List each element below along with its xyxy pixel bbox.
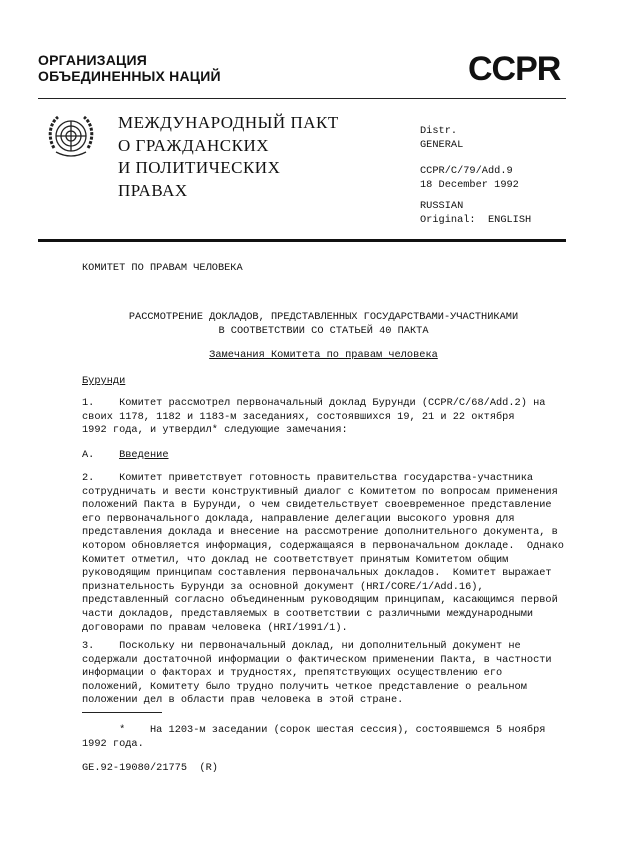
text-line: договорами по правам человека (HRI/1991/1). xyxy=(82,621,348,634)
heading-line: В СООТВЕТСТВИИ СО СТАТЬЕЙ 40 ПАКТА xyxy=(218,324,429,337)
section-title: Введение xyxy=(119,449,169,461)
section-a-heading xyxy=(82,449,169,463)
committee-name: КОМИТЕТ ПО ПРАВАМ ЧЕЛОВЕКА xyxy=(82,262,243,274)
title-line: О ГРАЖДАНСКИХ xyxy=(118,135,270,155)
document-number: GE.92-19080/21775 (R) xyxy=(82,762,218,774)
text-line: На 1203-м заседании (сорок шестая сессия), состоявшемся 5 ноября xyxy=(149,724,546,736)
text-line: части докладов, представляемых в соответствии с различными международными xyxy=(82,607,534,620)
text-line: руководящим принципам составления первоначальных докладов. Комитет выражает xyxy=(82,567,552,580)
text-line: 1. Комитет рассмотрел первоначальный доклад Бурунди (CCPR/C/68/Add.2) на xyxy=(82,397,546,409)
title-line: И ПОЛИТИЧЕСКИХ xyxy=(118,158,281,177)
text-line: положении дел в области прав человека в этой стране. xyxy=(82,694,404,707)
ccpr-logo: CCPR xyxy=(468,50,561,88)
text-line: 3. Поскольку ни первоначальный доклад, ни дополнительный документ не xyxy=(82,640,521,652)
distribution-block xyxy=(420,125,463,152)
country-heading: Бурунди xyxy=(82,375,126,387)
text-line: содержали достаточной информации о фактическом применении Пакта, в частности xyxy=(82,653,552,666)
document-symbol: CCPR/C/79/Add.9 xyxy=(420,165,513,177)
document-date: 18 December 1992 xyxy=(420,178,519,191)
text-line: Комитет отметил, что доклад не соответствует принятым Комитетом общим xyxy=(82,553,509,566)
text-line: представленный согласно объединенным руководящим принципам, касающимся первой xyxy=(82,594,558,607)
covenant-title xyxy=(118,112,339,202)
text-line: 2. Комитет приветствует готовность правительства государства-участника xyxy=(82,472,534,484)
title-line: ПРАВАХ xyxy=(118,180,188,200)
text-line: котором обновляется информация, содержащаяся в первоначальном докладе. Однако xyxy=(82,539,564,552)
text-line: положений, Комитету было трудно получить четкое представление о реальном xyxy=(82,680,527,693)
footnote-divider xyxy=(82,712,162,713)
paragraph-1 xyxy=(82,397,545,438)
org-line: ОРГАНИЗАЦИЯ xyxy=(38,52,147,68)
symbol-block xyxy=(420,165,519,192)
distr-value: GENERAL xyxy=(420,138,464,151)
text-line: представления доклада и внесение на рассмотрение дополнительного документа, в xyxy=(82,526,558,539)
header-thick-divider xyxy=(38,239,566,242)
org-line: ОБЪЕДИНЕННЫХ НАЦИЙ xyxy=(38,68,221,84)
text-line: 1992 года, и утвердил* следующие замечания: xyxy=(82,424,348,437)
paragraph-2 xyxy=(82,472,564,635)
organization-name xyxy=(38,52,221,84)
header-divider xyxy=(38,98,566,99)
un-emblem-icon xyxy=(44,110,98,164)
language-block xyxy=(420,200,531,227)
paragraph-3 xyxy=(82,640,552,708)
text-line: сотрудничать и вести конструктивный диалог с Комитетом по вопросам применения xyxy=(82,485,558,498)
main-heading xyxy=(82,311,565,338)
text-line: своих 1178, 1182 и 1183-м заседаниях, состоявшихся 19, 21 и 22 октября xyxy=(82,410,515,423)
text-line: положений Пакта в Бурунди, о чем свидетельствует своевременное представление xyxy=(82,499,552,512)
footnote-marker: * xyxy=(119,724,126,736)
section-number: A. xyxy=(82,449,95,461)
subheading-row xyxy=(82,349,565,363)
distr-label: Distr. xyxy=(420,125,458,137)
document-language: RUSSIAN xyxy=(420,200,464,212)
heading-line: РАССМОТРЕНИЕ ДОКЛАДОВ, ПРЕДСТАВЛЕННЫХ ГОСУДАРСТВАМИ-УЧАСТНИКАМИ xyxy=(128,311,519,323)
text-line: его первоначального доклада, направление делегации высокого уровня для xyxy=(82,512,515,525)
original-language: Original: ENGLISH xyxy=(420,213,532,226)
footnote xyxy=(82,724,545,751)
text-line: признательность Бурунди за основной документ (HRI/CORE/1/Add.16), xyxy=(82,580,484,593)
footnote-first-line xyxy=(82,724,545,738)
text-line: 1992 года. xyxy=(82,737,144,750)
subheading: Замечания Комитета по правам человека xyxy=(209,349,438,361)
title-line: МЕЖДУНАРОДНЫЙ ПАКТ xyxy=(118,113,339,132)
text-line: информации о факторах и трудностях, препятствующих осуществлению его xyxy=(82,667,503,680)
